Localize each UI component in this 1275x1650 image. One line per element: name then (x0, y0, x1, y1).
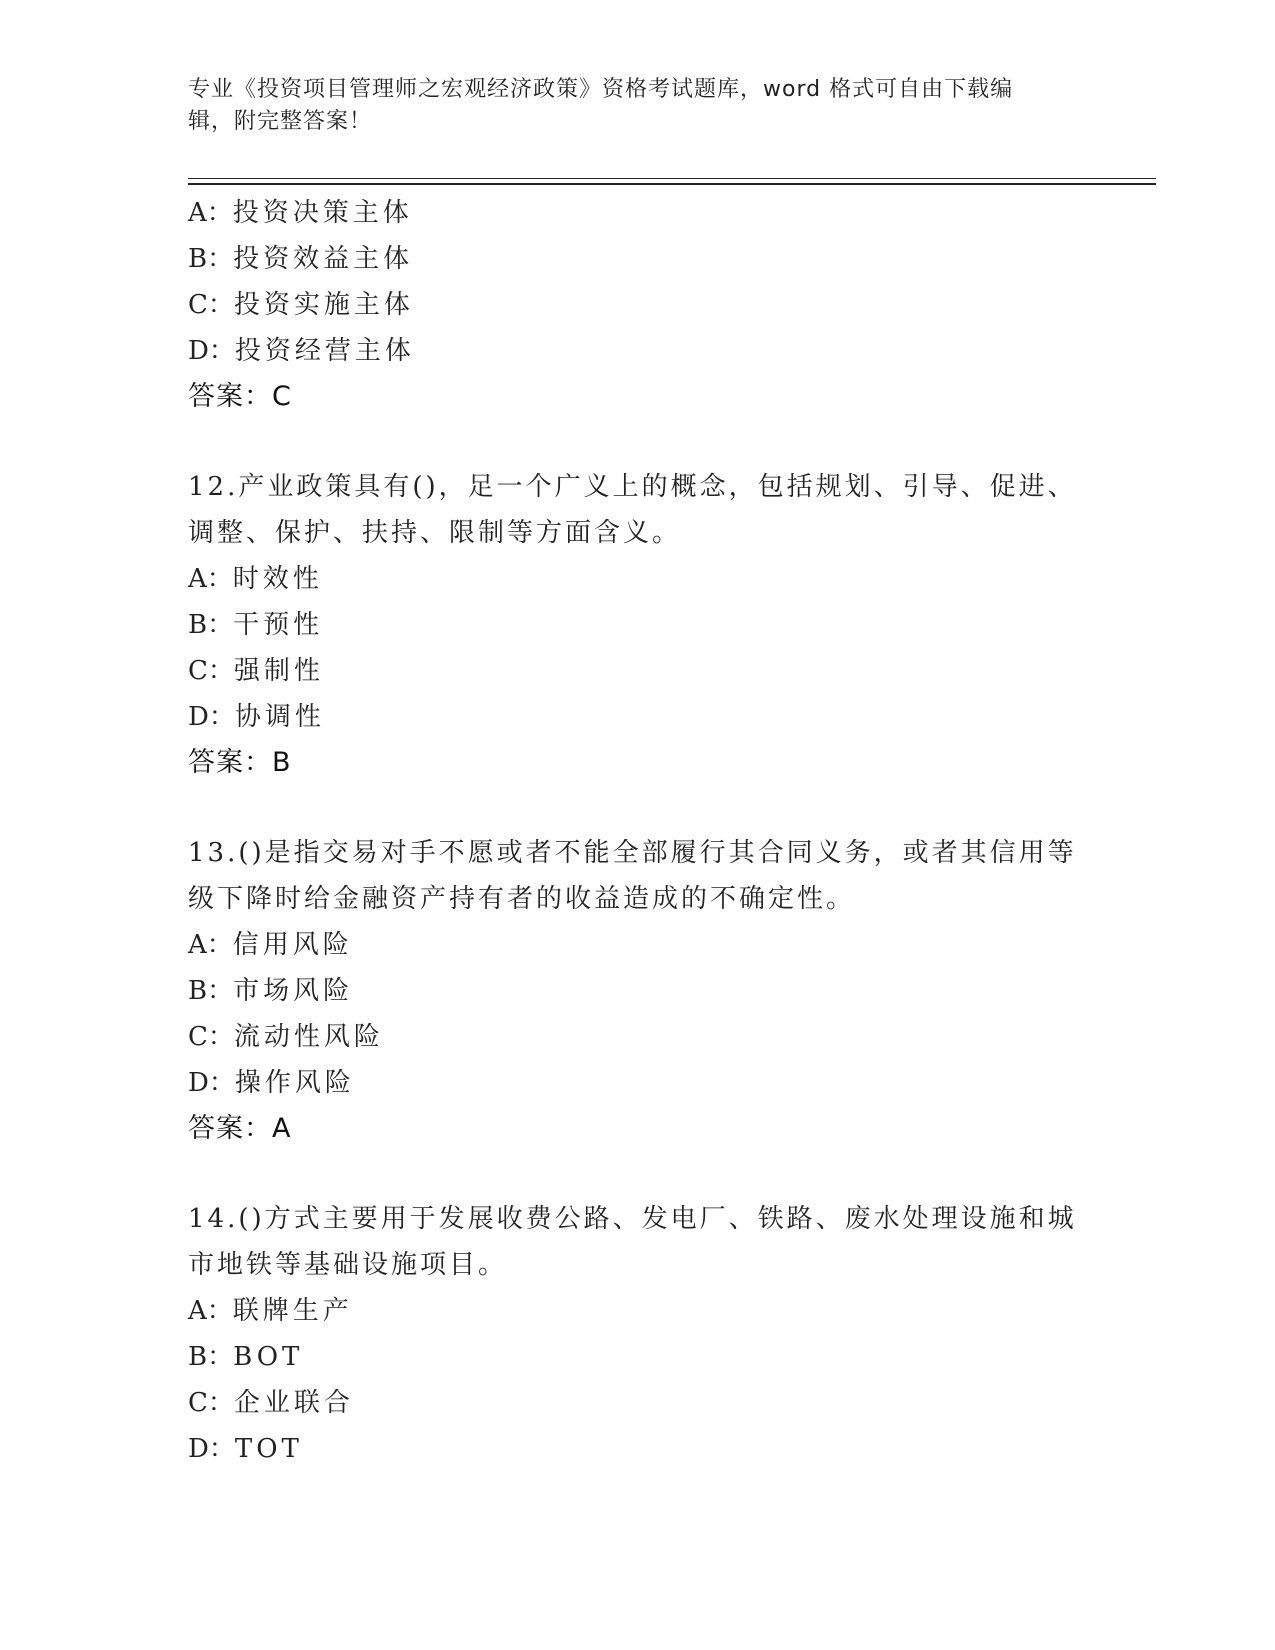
header-line-1: 专业《投资项目管理师之宏观经济政策》资格考试题库，word 格式可自由下载编 (188, 77, 1014, 102)
question-list (188, 190, 1088, 1472)
header-line-2: 辑，附完整答案！ (188, 109, 373, 134)
answer-line: 答案：C (188, 381, 292, 412)
header-divider-thin (188, 178, 1156, 179)
option-b: B：干预性 (188, 610, 324, 640)
option-c: C：投资实施主体 (188, 290, 414, 320)
option-a: A：联牌生产 (188, 1296, 353, 1326)
option-a: A：投资决策主体 (188, 198, 413, 228)
question-block-13 (188, 830, 1088, 1152)
question-block-12 (188, 464, 1088, 786)
question-stem: 14.()方式主要用于发展收费公路、发电厂、铁路、废水处理设施和城 市地铁等基础设施项目。 (188, 1204, 1077, 1280)
option-a: A：时效性 (188, 564, 323, 594)
option-c: C：企业联合 (188, 1388, 354, 1418)
header-divider-thick (188, 183, 1156, 185)
option-b: B：市场风险 (188, 976, 354, 1006)
option-d: D：操作风险 (188, 1068, 355, 1098)
option-a: A：信用风险 (188, 930, 353, 960)
question-block-11 (188, 190, 1088, 420)
option-b: B：投资效益主体 (188, 244, 414, 274)
option-d: D：TOT (188, 1434, 303, 1464)
question-block-14 (188, 1196, 1088, 1472)
option-b: B：BOT (188, 1342, 304, 1372)
answer-line: 答案：B (188, 747, 292, 778)
question-stem: 13.()是指交易对手不愿或者不能全部履行其合同义务，或者其信用等 级下降时给金融资产持有者的收益造成的不确定性。 (188, 838, 1077, 914)
option-d: D：投资经营主体 (188, 336, 415, 366)
question-stem: 12.产业政策具有()，足一个广义上的概念，包括规划、引导、促进、 调整、保护、扶持、限制等方面含义。 (188, 472, 1077, 548)
option-d: D：协调性 (188, 702, 325, 732)
option-c: C：流动性风险 (188, 1022, 384, 1052)
option-c: C：强制性 (188, 656, 324, 686)
document-header-note (188, 74, 1088, 138)
answer-line: 答案：A (188, 1113, 292, 1144)
